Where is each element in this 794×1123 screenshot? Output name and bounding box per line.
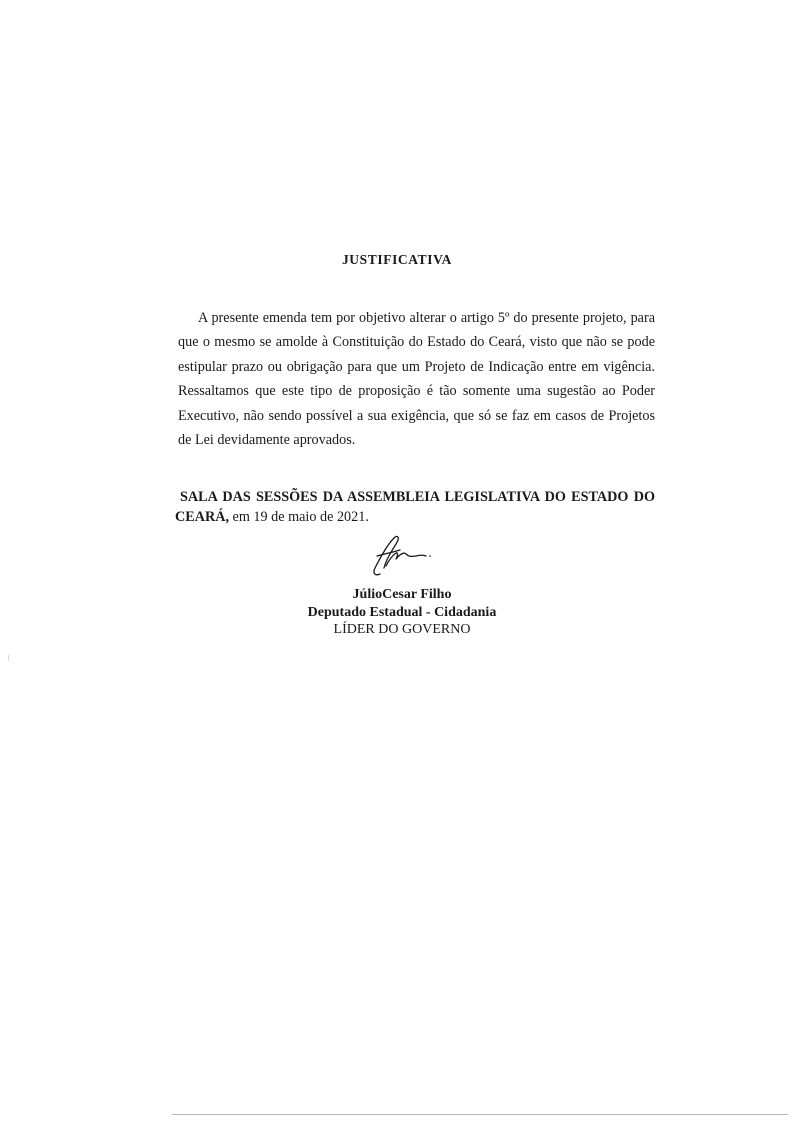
- signer-role: Deputado Estadual - Cidadania: [307, 604, 497, 620]
- signer-title: LÍDER DO GOVERNO: [333, 622, 471, 637]
- signature-block: [302, 586, 502, 639]
- closing-location: SALA DAS SESSÕES DA ASSEMBLEIA LEGISLATIVA DO ESTADO DO CEARÁ,: [175, 489, 655, 525]
- closing-date: em 19 de maio de 2021.: [229, 509, 369, 525]
- scan-artifact-mark: [8, 655, 9, 661]
- closing-statement: [175, 487, 655, 527]
- document-title: JUSTIFICATIVA: [341, 252, 453, 267]
- scan-artifact-line: [172, 1114, 788, 1115]
- handwritten-signature: [358, 530, 438, 580]
- signer-name: JúlioCesar Filho: [352, 587, 452, 602]
- justification-paragraph: A presente emenda tem por objetivo alterar o artigo 5º do presente projeto, para que o mesmo se amolde à Constituição do Estado do Ceará, visto que não se pode estipular prazo ou obrigação para que um Projeto de Indicação entre em vigência. Ressaltamos que este tipo de proposição é tão somente uma sugestão ao Poder Executivo, não sendo possível a sua exigência, que só se faz em casos de Projetos de Lei devidamente aprovados.: [178, 310, 655, 449]
